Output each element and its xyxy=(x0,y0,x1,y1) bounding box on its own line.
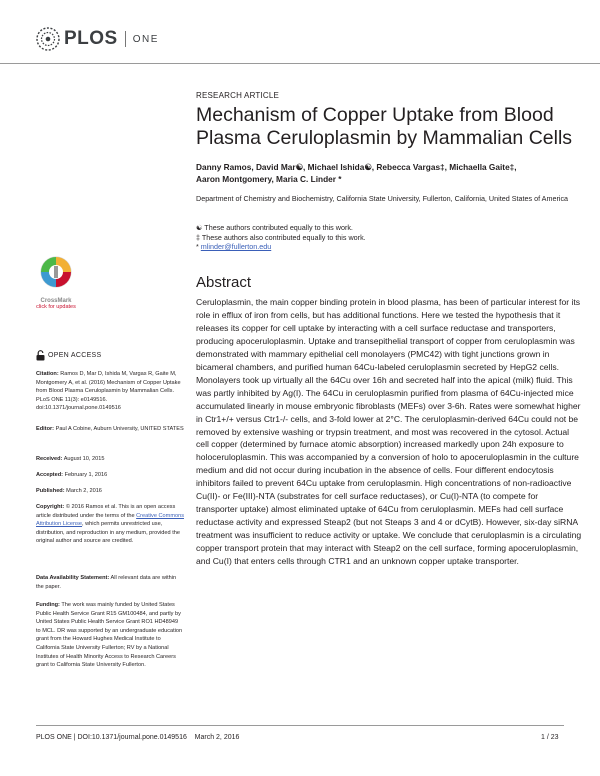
authors-line-1: Danny Ramos, David Mar☯, Michael Ishida☯, Rebecca Vargas‡, Michaella Gaite‡, xyxy=(196,162,517,172)
brand-name: PLOS xyxy=(64,28,118,49)
accepted-block: Accepted: February 1, 2016 xyxy=(36,472,108,478)
note-also-equal: ‡ These authors also contributed equally to this work. xyxy=(196,232,366,242)
data-availability-text: All relevant data are within the paper. xyxy=(36,575,177,590)
crossmark-icon xyxy=(36,253,76,293)
crossmark-label: CrossMark xyxy=(40,298,72,304)
received-block: Received: August 10, 2015 xyxy=(36,456,105,462)
plos-one-logo[interactable] xyxy=(36,28,159,50)
published-date: March 2, 2016 xyxy=(66,488,102,494)
editor-text: Paul A Cobine, Auburn University, UNITED STATES xyxy=(55,426,184,432)
footer-citation: PLOS ONE | DOI:10.1371/journal.pone.0149516 March 2, 2016 xyxy=(36,734,240,741)
note-equal-contrib: ☯ These authors contributed equally to this work. xyxy=(196,223,353,232)
crossmark-sublabel: click for updates xyxy=(36,304,76,310)
data-availability-block: Data Availability Statement: All relevant data are within the paper. xyxy=(36,575,177,590)
article-title: Mechanism of Copper Uptake from Blood Plasma Ceruloplasmin by Mammalian Cells xyxy=(196,104,573,149)
open-access-badge xyxy=(36,350,101,361)
author-list xyxy=(196,162,576,185)
corresponding-email-link[interactable]: mlinder@fullerton.edu xyxy=(200,242,272,252)
citation-text: Ramos D, Mar D, Ishida M, Vargas R, Gaite M, Montgomery A, et al. (2016) Mechanism of Copper Uptake from Blood Plasma Ceruloplasmin by Mammalian Cells. PLoS ONE 11(3): e0149516. doi:10.1371/journal.pone.0149516 xyxy=(36,371,181,412)
abstract-text: Ceruloplasmin, the main copper binding protein in blood plasma, has been of particular interest for its role in efflux of iron from cells, but has additional functions. Here we tested the hypothesis that it releases its copper for cell uptake by interacting with a cell surface reductase and transporters, producing apoceruloplasmin. Uptake and transepithelial transport of copper from ceruloplasmin was demonstrated with mammary epithelial cell monolayers (PMC42) with tight junctions grown in bicameral chambers, and purified human 64Cu-labeled ceruloplasmin secreted by HepG2 cells. Monolayers took up virtually all the 64Cu over 16h and secreted half into the apical (milk) fluid. This was partly inhibited by Ag(I). The 64Cu in ceruloplasmin purified from plasma of 64Cu-injected mice accumulated linearly in mouse embryonic fibroblasts (MEFs) over 3-6h. Rates were somewhat higher in Ctr1+/+ versus Ctr1-/- cells, and 3-fold lower at 2°C. The ceruloplasmin-derived 64Cu could not be removed by extensive washing or trypsin treatment, and most was recovered in the cytosol. Actual cell copper (determined by furnace atomic absorption) increased markedly upon 24h exposure to holoceruloplasmin. This was accompanied by a conversion of holo to apoceruloplasmin in the culture medium and did not occur during incubation in the absence of cells. Four different endocytosis inhibitors failed to prevent 64Cu uptake from ceruloplasmin. High concentrations of non-radioactive Cu(II)- or Fe(III)-NTA (substrates for cell surface reductases), or Cu(I)-NTA (to compete for transporter uptake) almost eliminated uptake of 64Cu from ceruloplasmin. MEFs had cell surface reductase activity and expressed Steap2 (but not Steaps 3 and 4 or dCytB). However, six-day siRNA treatment was insufficient to reduce activity or uptake. We conclude that ceruloplasmin is a circulating copper transport protein that may interact with Steap2 on the cell surface, forming apoceruloplasmin, and Cu(I) that enters cells through CTR1 and an unknown copper uptake transporter. xyxy=(196,297,582,567)
published-block: Published: March 2, 2016 xyxy=(36,488,102,494)
article-type: RESEARCH ARTICLE xyxy=(196,91,280,100)
citation-block: Citation: Ramos D, Mar D, Ishida M, Vargas R, Gaite M, Montgomery A, et al. (2016) Mechanism of Copper Uptake from Blood Plasma Ceruloplasmin by Mammalian Cells. PLoS ONE 11(3): e0149516. doi:10.1371/journal.pone.0149516 xyxy=(36,371,181,412)
crossmark-badge[interactable] xyxy=(36,253,76,310)
abstract-heading: Abstract xyxy=(196,274,252,291)
page-number: 1 / 23 xyxy=(541,734,559,741)
logo-divider xyxy=(125,31,126,47)
editor-block: Editor: Paul A Cobine, Auburn University, UNITED STATES xyxy=(36,426,184,432)
plos-logo-icon xyxy=(36,27,60,51)
note-corresponding: * mlinder@fullerton.edu xyxy=(196,242,272,252)
open-lock-icon xyxy=(36,350,45,361)
accepted-date: February 1, 2016 xyxy=(64,472,108,478)
copyright-block: Copyright: © 2016 Ramos et al. This is an open access article distributed under the terms of the Creative Commons Attribution License, which permits unrestricted use, distribution, and reproduction in any medium, provided the original author and source are credited. xyxy=(36,504,184,545)
funding-text: The work was mainly funded by United States Public Health Service Grant R15 GM100484, and partly by United States Public Health Service Grant RO1 HD48949 to MCL. DR was supported by an undergraduate education grant from the Howard Hughes Medical Institute to California State University Fullerton; RV by a National Institutes of Health Minority Access to Research Careers grant to California State University Fullerton. xyxy=(36,602,183,669)
open-access-label: OPEN ACCESS xyxy=(48,352,102,359)
affiliation: Department of Chemistry and Biochemistry, California State University, Fullerton, California, United States of America xyxy=(196,194,569,203)
footer-rule xyxy=(36,725,564,726)
received-date: August 10, 2015 xyxy=(63,456,105,462)
funding-block: Funding: The work was mainly funded by United States Public Health Service Grant R15 GM100484, and partly by United States Public Health Service Grant RO1 HD48949 to MCL. DR was supported by an undergraduate education grant from the Howard Hughes Medical Institute to California State University Fullerton; RV by a National Institutes of Health Minority Access to Research Careers grant to California State University Fullerton. xyxy=(36,602,183,669)
journal-name: ONE xyxy=(132,33,159,45)
header-rule xyxy=(0,63,600,64)
cc-license-link[interactable]: Creative Commons Attribution License xyxy=(36,512,184,528)
authors-line-2: Aaron Montgomery, Maria C. Linder * xyxy=(196,173,342,184)
author-notes xyxy=(196,223,576,252)
